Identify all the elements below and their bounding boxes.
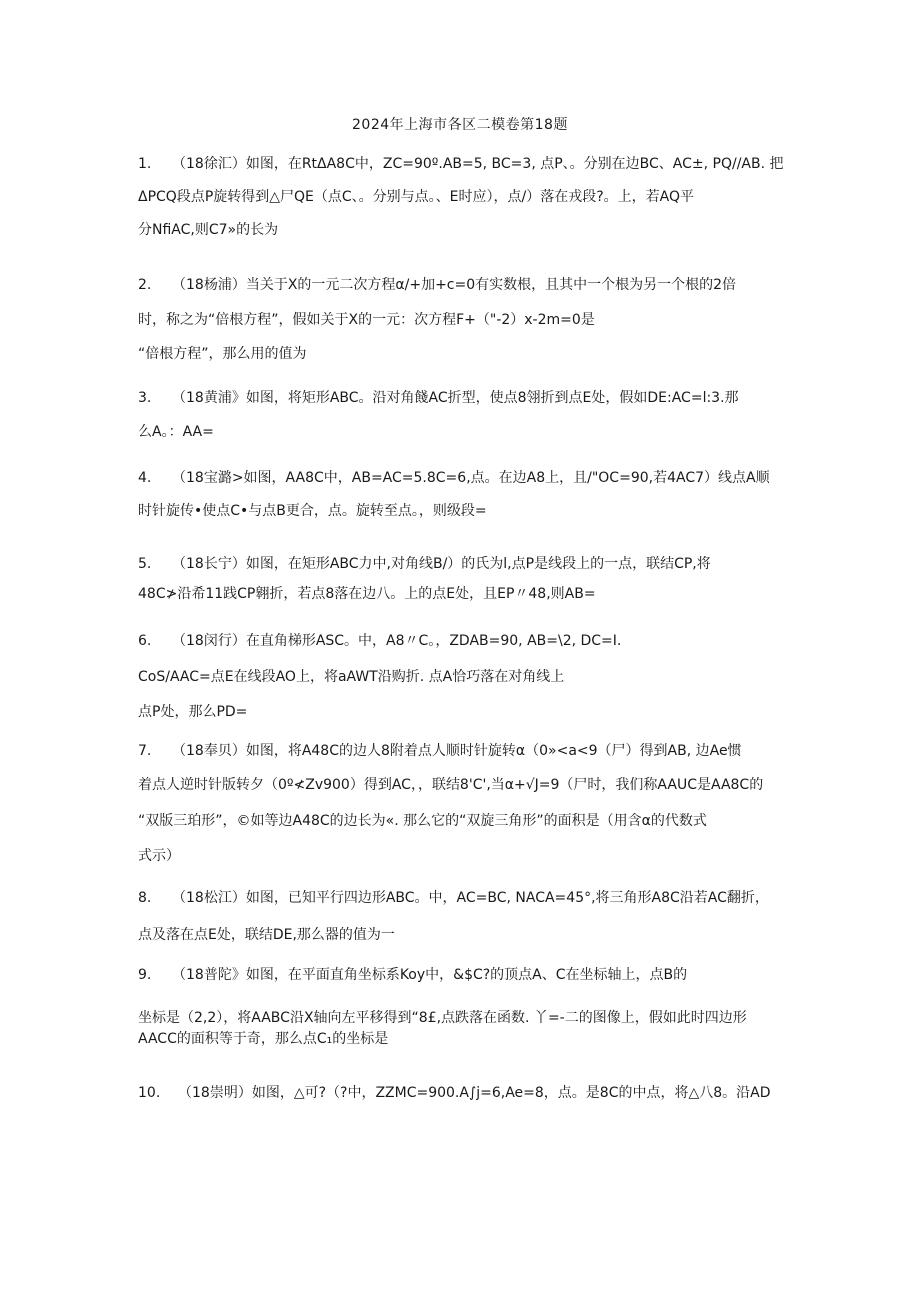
question-number: 6. bbox=[138, 633, 152, 649]
question-text: （18黄浦》如图，将矩形ABC。沿对角餞AC折型，使点8翎折到点E处，假如DE:AC=l:3.那 bbox=[172, 390, 739, 406]
q1-line-3 bbox=[138, 221, 278, 239]
question-text: “双版三珀形”，©如等边A48C的边长为«. 那么它的“双旋三角形”的面积是（用含α的代数式 bbox=[138, 813, 707, 829]
question-text: 时，称之为“倍根方程”，假如关于X的一元：次方程F+（"-2）x-2m=0是 bbox=[138, 312, 595, 328]
q4-line-2 bbox=[138, 502, 487, 520]
q7-line-1 bbox=[138, 742, 742, 760]
question-number: 4. bbox=[138, 470, 152, 486]
question-number: 9. bbox=[138, 967, 152, 983]
q7-line-4 bbox=[138, 847, 180, 865]
question-text: （18奉贝）如图，将A48C的边人8附着点人顺时针旋转α（0»<a<9（尸）得到AB, 边Ae惯 bbox=[172, 743, 742, 759]
question-number: 2. bbox=[138, 277, 152, 293]
q3-line-2 bbox=[138, 423, 214, 441]
question-number: 10. bbox=[138, 1085, 161, 1101]
question-text: AACC的面积等于奇，那么点C₁的坐标是 bbox=[138, 1031, 389, 1047]
question-text: （18长宁）如图，在矩形ABC力中,对角线B/）的氏为l,点P是线段上的一点，联结CP,将 bbox=[172, 556, 711, 572]
q10-line-1 bbox=[138, 1084, 771, 1102]
q7-line-3 bbox=[138, 812, 707, 830]
question-text: CoS/AAC=点E在线段AO上，将aAWT沿购折. 点A恰巧落在对角线上 bbox=[138, 669, 565, 685]
question-number: 8. bbox=[138, 890, 152, 906]
page-title: 2024年上海市各区二模卷第18题 bbox=[352, 117, 568, 133]
question-text: （18崇明）如图，△可?（?中，ZZMC=900.A∫j=6,Ae=8，点。是8C的中点，将△八8。沿AD bbox=[178, 1085, 771, 1101]
question-number: 5. bbox=[138, 556, 152, 572]
question-text: 点P处，那么PD= bbox=[138, 704, 248, 720]
question-text: （18徐汇）如图，在RtΔA8C中，ZC=90º.AB=5, BC=3, 点P、。分别在边BC、AC±, PQ//AB. 把 bbox=[172, 156, 784, 172]
question-text: （18杨浦）当关于X的一元二次方程α/+加+c=0有实数根，且其中一个根为另一个根的2倍 bbox=[172, 277, 737, 293]
question-number: 7. bbox=[138, 743, 152, 759]
q7-line-2 bbox=[138, 776, 763, 794]
q9-line-2 bbox=[138, 1009, 747, 1027]
q2-line-1 bbox=[138, 276, 736, 294]
q9-line-1 bbox=[138, 966, 687, 984]
question-number: 3. bbox=[138, 390, 152, 406]
question-text: 分NfiAC,则C7»的长为 bbox=[138, 222, 279, 238]
q8-line-1 bbox=[138, 889, 769, 907]
question-text: 式示） bbox=[138, 848, 180, 864]
question-text: 48C≯沿希11践CP翱折，若点8落在边八。上的点E处，且EP〃48,则AB= bbox=[138, 586, 596, 602]
q2-line-3 bbox=[138, 345, 307, 363]
q1-line-2 bbox=[138, 188, 694, 206]
q6-line-2 bbox=[138, 668, 564, 686]
q6-line-3 bbox=[138, 703, 247, 721]
question-text: 着点人逆时针版转夕（0º≮Zv900）得到AC，，联结8'C',当α+√J=9（尸时，我们称AAUC是AA8C的 bbox=[138, 777, 764, 793]
question-text: 时针旋传•使点C•与点B更合，点。旋转至点。，则级段= bbox=[138, 503, 487, 519]
question-text: （18普陀》如图，在平面直角坐标系Koy中，&$C?的顶点A、C在坐标轴上，点B的 bbox=[172, 967, 688, 983]
question-text: （18宝潞>如图，AA8C中，AB=AC=5.8C=6,点。在边A8上，且/"OC=90,若4AC7）线点A顺 bbox=[172, 470, 770, 486]
q5-line-1 bbox=[138, 555, 711, 573]
q6-line-1 bbox=[138, 632, 621, 650]
q1-line-1 bbox=[138, 155, 784, 173]
question-text: 么A。：AA= bbox=[138, 424, 214, 440]
q4-line-1 bbox=[138, 469, 770, 487]
q2-line-2 bbox=[138, 311, 595, 329]
q9-line-3 bbox=[138, 1030, 388, 1048]
question-text: （18闵行）在直角梯形ASC。中，A8〃C。，ZDAB=90, AB=\2, DC=I. bbox=[172, 633, 622, 649]
question-number: 1. bbox=[138, 156, 152, 172]
question-text: 点及落在点E处，联结DE,那么器的值为一 bbox=[138, 927, 395, 943]
question-text: （18松江）如图，已知平行四边形ABC。中，AC=BC, NACA=45°,将三角形A8C沿若AC翻折， bbox=[172, 890, 769, 906]
question-text: 坐标是（2,2），将AABC沿X轴向左平移得到“8£,点跌落在函数. 丫=-二的图像上，假如此时四边形 bbox=[138, 1010, 747, 1026]
q8-line-2 bbox=[138, 926, 395, 944]
q3-line-1 bbox=[138, 389, 739, 407]
question-text: “倍根方程”，那么用的值为 bbox=[138, 346, 307, 362]
question-text: ΔPCQ段点P旋转得到△尸QE（点C、。分别与点。、E时应），点/）落在戎段?。上，若AQ平 bbox=[138, 189, 695, 205]
q5-line-2 bbox=[138, 585, 596, 603]
